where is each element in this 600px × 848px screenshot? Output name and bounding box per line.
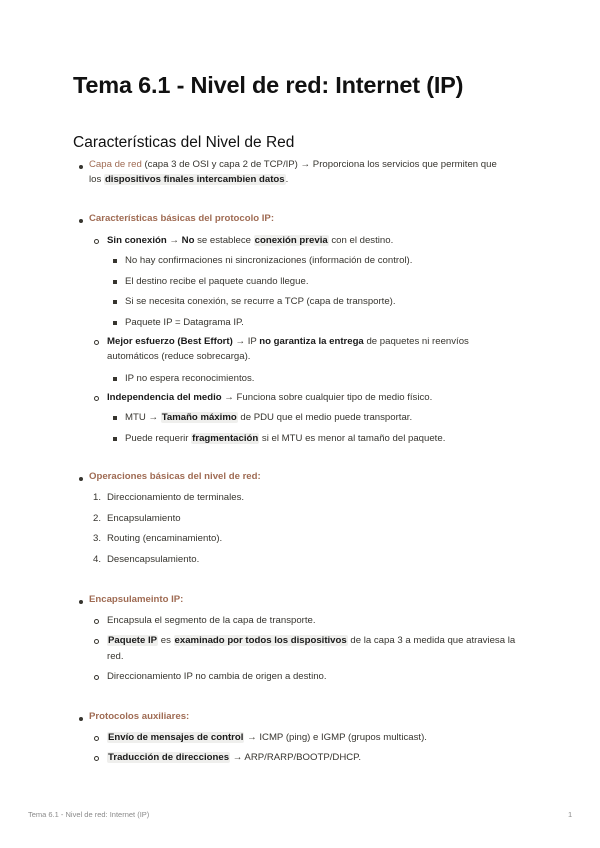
list-number: 1. (93, 492, 102, 503)
list-number: 2. (93, 513, 102, 524)
sub-bullet-circle (94, 639, 99, 644)
sub-sub-bullet-square (113, 280, 117, 284)
item-conexion-tcp: Si se necesita conexión, se recurre a TCP (capa de transporte). (125, 296, 396, 307)
heading-encapsulamiento-ip: Encapsulameinto IP: (89, 594, 184, 605)
bullet-capa-de-red: Capa de red (capa 3 de OSI y capa 2 de TCP/IP) → Proporciona los servicios que permiten que (89, 159, 497, 170)
sub-sub-bullet-square (113, 437, 117, 441)
item-direccionamiento: Direccionamiento de terminales. (107, 492, 245, 503)
bullet-dot (79, 219, 83, 223)
sub-bullet-circle (94, 396, 99, 401)
sub-bullet-circle (94, 756, 99, 761)
bullet-capa-de-red-cont: los dispositivos finales intercambien datos. (89, 174, 289, 185)
sub-sub-bullet-square (113, 416, 117, 420)
bullet-dot (79, 600, 83, 604)
sub-bullet-circle (94, 340, 99, 345)
section-heading: Características del Nivel de Red (73, 134, 295, 151)
item-direccionamiento-ip: Direccionamiento IP no cambia de origen a destino. (107, 671, 327, 682)
item-paquete-ip: Paquete IP es examinado por todos los dispositivos de la capa 3 a medida que atraviesa la (108, 635, 516, 646)
list-number: 4. (93, 554, 102, 565)
item-mejor-esfuerzo-cont: automáticos (reduce sobrecarga). (107, 351, 251, 362)
sub-sub-bullet-square (113, 321, 117, 325)
heading-operaciones: Operaciones básicas del nivel de red: (89, 471, 261, 482)
item-independencia: Independencia del medio → Funciona sobre cualquier tipo de medio físico. (107, 392, 433, 403)
item-encapsula-segmento: Encapsula el segmento de la capa de transporte. (107, 615, 316, 626)
item-desencapsulamiento: Desencapsulamiento. (107, 554, 200, 565)
item-mtu: MTU → Tamaño máximo de PDU que el medio puede transportar. (125, 412, 413, 423)
footer-page-number: 1 (568, 810, 573, 819)
page-title: Tema 6.1 - Nivel de red: Internet (IP) (73, 72, 464, 98)
item-mensajes-control: Envío de mensajes de control → ICMP (ping) e IGMP (grupos multicast). (108, 732, 427, 743)
item-datagrama: Paquete IP = Datagrama IP. (125, 317, 244, 328)
bullet-dot (79, 165, 83, 169)
sub-sub-bullet-square (113, 377, 117, 381)
sub-sub-bullet-square (113, 259, 117, 263)
bullet-dot (79, 717, 83, 721)
item-destino-recibe: El destino recibe el paquete cuando llegue. (125, 276, 309, 287)
item-no-confirmaciones: No hay confirmaciones ni sincronizaciones (información de control). (125, 255, 413, 266)
item-routing: Routing (encaminamiento). (107, 533, 223, 544)
sub-bullet-circle (94, 736, 99, 741)
sub-sub-bullet-square (113, 300, 117, 304)
footer-title: Tema 6.1 - Nivel de red: Internet (IP) (28, 810, 150, 819)
item-paquete-ip-cont: red. (107, 651, 124, 662)
sub-bullet-circle (94, 619, 99, 624)
list-number: 3. (93, 533, 102, 544)
item-mejor-esfuerzo: Mejor esfuerzo (Best Effort) → IP no garantiza la entrega de paquetes ni reenvíos (107, 336, 469, 347)
sub-bullet-circle (94, 239, 99, 244)
item-traduccion-direcciones: Traducción de direcciones → ARP/RARP/BOOTP/DHCP. (108, 752, 361, 763)
sub-bullet-circle (94, 675, 99, 680)
bullet-dot (79, 477, 83, 481)
item-sin-conexion: Sin conexión → No se establece conexión previa con el destino. (107, 235, 394, 246)
heading-protocolos-auxiliares: Protocolos auxiliares: (89, 711, 190, 722)
item-encapsulamiento: Encapsulamiento (107, 513, 181, 524)
item-fragmentacion: Puede requerir fragmentación si el MTU es menor al tamaño del paquete. (125, 433, 446, 444)
heading-caracteristicas-ip: Características básicas del protocolo IP: (89, 213, 275, 224)
item-no-reconocimientos: IP no espera reconocimientos. (125, 373, 255, 384)
